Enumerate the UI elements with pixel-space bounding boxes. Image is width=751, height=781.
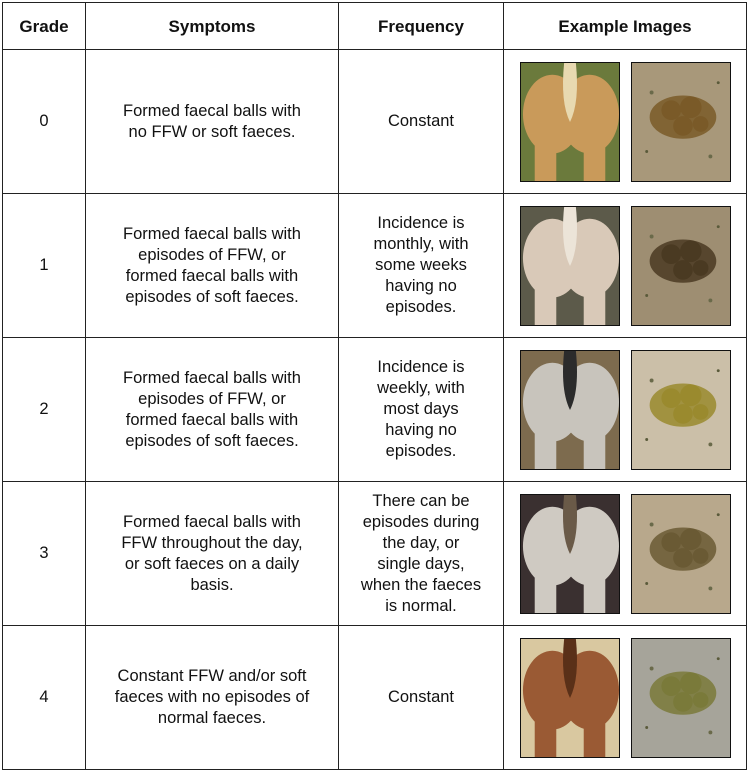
horse-hindquarters-photo: [520, 206, 620, 326]
grade-cell: 3: [3, 482, 86, 626]
table-row: [3, 338, 747, 482]
example-images-cell: [504, 50, 747, 194]
grade-cell: 0: [3, 50, 86, 194]
faecal-balls-photo: [631, 494, 731, 614]
faecal-balls-photo: [631, 62, 731, 182]
grading-table: [2, 2, 747, 770]
example-images-cell: [504, 482, 747, 626]
horse-hindquarters-photo: [520, 62, 620, 182]
symptoms-cell: Formed faecal balls with episodes of FFW, or formed faecal balls with episodes of soft faeces.: [86, 194, 339, 338]
symptoms-cell: Formed faecal balls with no FFW or soft faeces.: [86, 50, 339, 194]
table-row: [3, 194, 747, 338]
frequency-cell: Constant: [339, 50, 504, 194]
table-row: [3, 482, 747, 626]
table-row: [3, 626, 747, 770]
example-images-cell: [504, 338, 747, 482]
frequency-cell: Incidence is monthly, with some weeks having no episodes.: [339, 194, 504, 338]
frequency-cell: Constant: [339, 626, 504, 770]
example-images-cell: [504, 626, 747, 770]
header-grade: Grade: [3, 3, 86, 50]
faecal-balls-photo: [631, 350, 731, 470]
horse-hindquarters-photo: [520, 494, 620, 614]
grade-cell: 4: [3, 626, 86, 770]
faecal-balls-photo: [631, 638, 731, 758]
grade-cell: 2: [3, 338, 86, 482]
faecal-balls-photo: [631, 206, 731, 326]
header-symptoms: Symptoms: [86, 3, 339, 50]
symptoms-cell: Constant FFW and/or soft faeces with no episodes of normal faeces.: [86, 626, 339, 770]
symptoms-cell: Formed faecal balls with episodes of FFW, or formed faecal balls with episodes of soft faeces.: [86, 338, 339, 482]
grade-cell: 1: [3, 194, 86, 338]
header-example-images: Example Images: [504, 3, 747, 50]
example-images-cell: [504, 194, 747, 338]
frequency-cell: Incidence is weekly, with most days having no episodes.: [339, 338, 504, 482]
horse-hindquarters-photo: [520, 638, 620, 758]
horse-hindquarters-photo: [520, 350, 620, 470]
frequency-cell: There can be episodes during the day, or single days, when the faeces is normal.: [339, 482, 504, 626]
table-row: [3, 50, 747, 194]
symptoms-cell: Formed faecal balls with FFW throughout the day, or soft faeces on a daily basis.: [86, 482, 339, 626]
header-frequency: Frequency: [339, 3, 504, 50]
header-row: [3, 3, 747, 50]
